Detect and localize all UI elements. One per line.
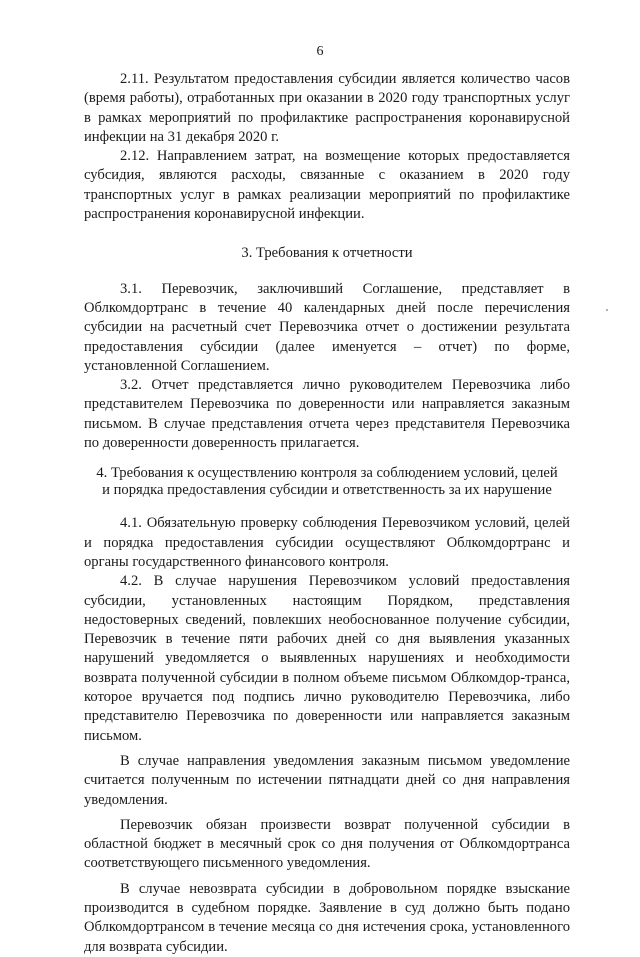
paragraph-notice: В случае направления уведомления заказным письмом уведомление считается полученным по истечении пятнадцати дней со дня направления уведомления. bbox=[84, 752, 570, 808]
scan-speck bbox=[606, 309, 608, 311]
page-number: 6 bbox=[316, 44, 324, 59]
paragraph-3-2: 3.2. Отчет представляется лично руководителем Перевозчика либо представителем Перевозчика по доверенности или направляется заказным письмом. В случае представления отчета через представителя Перевозчика по доверенности доверенность прилагается. bbox=[84, 377, 570, 452]
document-body bbox=[84, 70, 570, 957]
section-4-title bbox=[84, 465, 570, 499]
paragraph-return: Перевозчик обязан произвести возврат полученной субсидии в областной бюджет в месячный срок со дня получения от Облкомдортранса соответствующего письменного уведомления. bbox=[84, 816, 570, 872]
section-4-title-line1: 4. Требования к осуществлению контроля за соблюдением условий, целей bbox=[96, 465, 558, 482]
section-3-title: 3. Требования к отчетности bbox=[241, 245, 413, 262]
paragraph-court: В случае невозврата субсидии в добровольном порядке взыскание производится в судебном порядке. Заявление в суд должно быть подано Облкомдортрансом в течение месяца со дня истечения срока, установленного для возврата субсидии. bbox=[84, 880, 570, 955]
paragraph-2-11: 2.11. Результатом предоставления субсидии является количество часов (время работы), отработанных при оказании в 2020 году транспортных услуг в рамках мероприятий по профилактике распространения коронавирусной инфекции на 31 декабря 2020 г. bbox=[84, 71, 570, 145]
paragraph-4-2: 4.2. В случае нарушения Перевозчиком условий предоставления субсидии, установленных настоящим Порядком, представления недостоверных сведений, повлекших необоснованное получение субсидии, Перевозчик в течение пяти рабочих дней со дня выявления указанных нарушений уведомляется о выявленных нарушениях и необходимости возврата полученной субсидии в полном объеме письмом Облкомдор-транса, которое вручается под подпись лично руководителю Перевозчика, либо представителю Перевозчика по доверенности или направляется заказным письмом. bbox=[84, 573, 570, 744]
section-4-title-line2: и порядка предоставления субсидии и ответственность за их нарушение bbox=[102, 482, 552, 499]
paragraph-3-1: 3.1. Перевозчик, заключивший Соглашение, представляет в Облкомдортранс в течение 40 календарных дней после перечисления субсидии на расчетный счет Перевозчика отчет о достижении результата предоставления субсидии (далее именуется – отчет) по форме, установленной Соглашением. bbox=[84, 280, 570, 374]
paragraph-4-1: 4.1. Обязательную проверку соблюдения Перевозчиком условий, целей и порядка предоставления субсидии осуществляют Облкомдортранс и органы государственного финансового контроля. bbox=[84, 515, 570, 570]
paragraph-2-12: 2.12. Направлением затрат, на возмещение которых предоставляется субсидия, являются расходы, связанные с оказанием в 2020 году транспортных услуг в рамках реализации мероприятий по профилактике распространения коронавирусной инфекции. bbox=[84, 148, 570, 223]
